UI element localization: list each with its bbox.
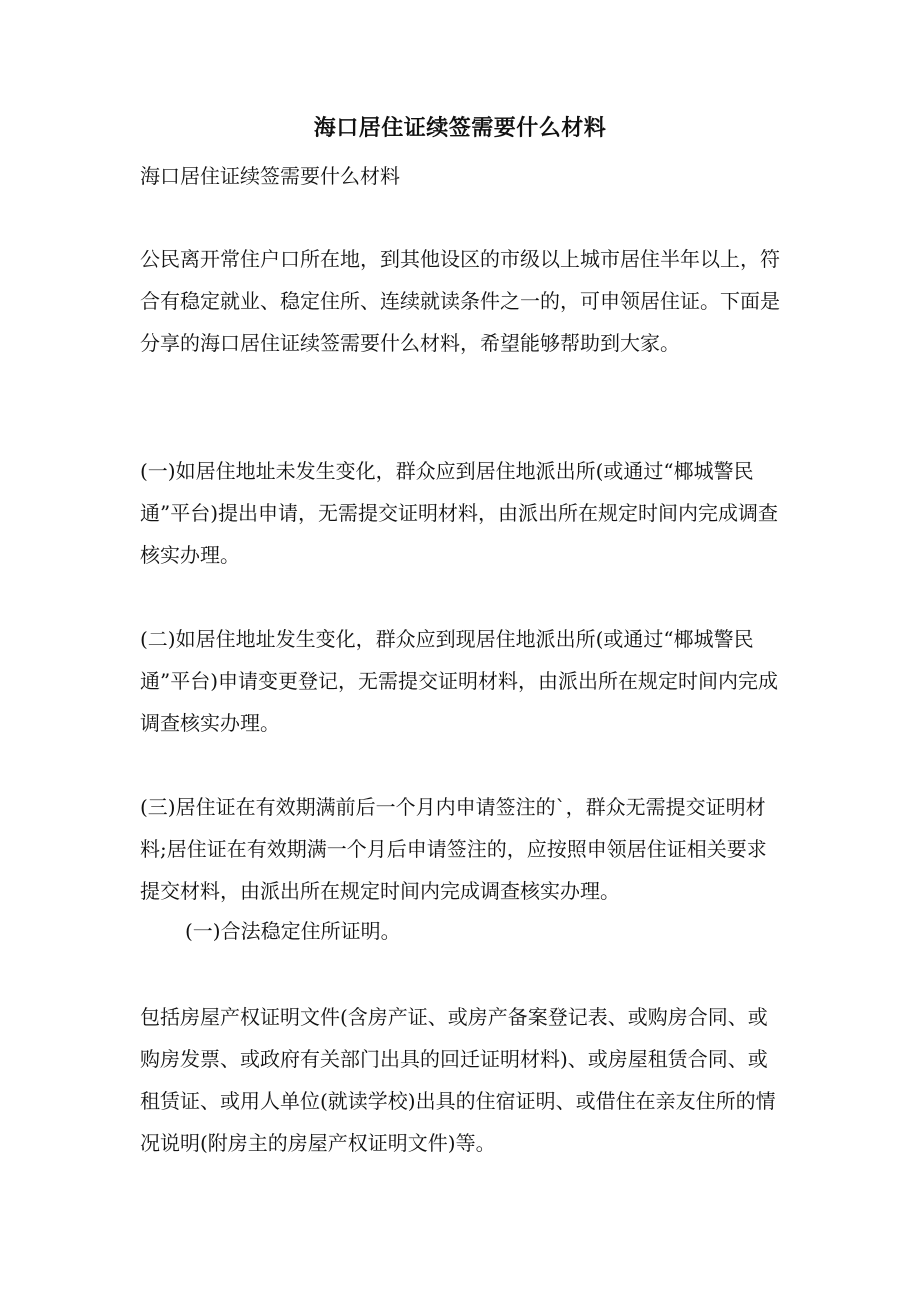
document-title: 海口居住证续签需要什么材料 xyxy=(313,115,607,141)
paragraph-item-2: (二)如居住地址发生变化，群众应到现居住地派出所(或通过“椰城警民通”平台)申请变更登记，无需提交证明材料，由派出所在规定时间内完成调查核实办理。 xyxy=(140,627,779,735)
paragraph-housing-proof: 包括房屋产权证明文件(含房产证、或房产备案登记表、或购房合同、或购房发票、或政府有关部门出具的回迁证明材料)、或房屋租赁合同、或租赁证、或用人单位(就读学校)出具的住宿证明、或借住在亲友住所的情况说明(附房主的房屋产权证明文件)等。 xyxy=(140,1005,776,1155)
paragraph-sub-heading: (一)合法稳定住所证明。 xyxy=(185,919,401,943)
document-subtitle: 海口居住证续签需要什么材料 xyxy=(140,164,400,188)
paragraph-item-3: (三)居住证在有效期满前后一个月内申请签注的`，群众无需提交证明材料;居住证在有效期满一个月后申请签注的，应按照申领居住证相关要求提交材料，由派出所在规定时间内完成调查核实办理。 xyxy=(140,795,767,903)
paragraph-item-1: (一)如居住地址未发生变化，群众应到居住地派出所(或通过“椰城警民通”平台)提出申请，无需提交证明材料，由派出所在规定时间内完成调查核实办理。 xyxy=(140,459,779,567)
paragraph-intro: 公民离开常住户口所在地，到其他设区的市级以上城市居住半年以上，符合有稳定就业、稳定住所、连续就读条件之一的，可申领居住证。下面是分享的海口居住证续签需要什么材料，希望能够帮助到大家。 xyxy=(140,247,780,355)
